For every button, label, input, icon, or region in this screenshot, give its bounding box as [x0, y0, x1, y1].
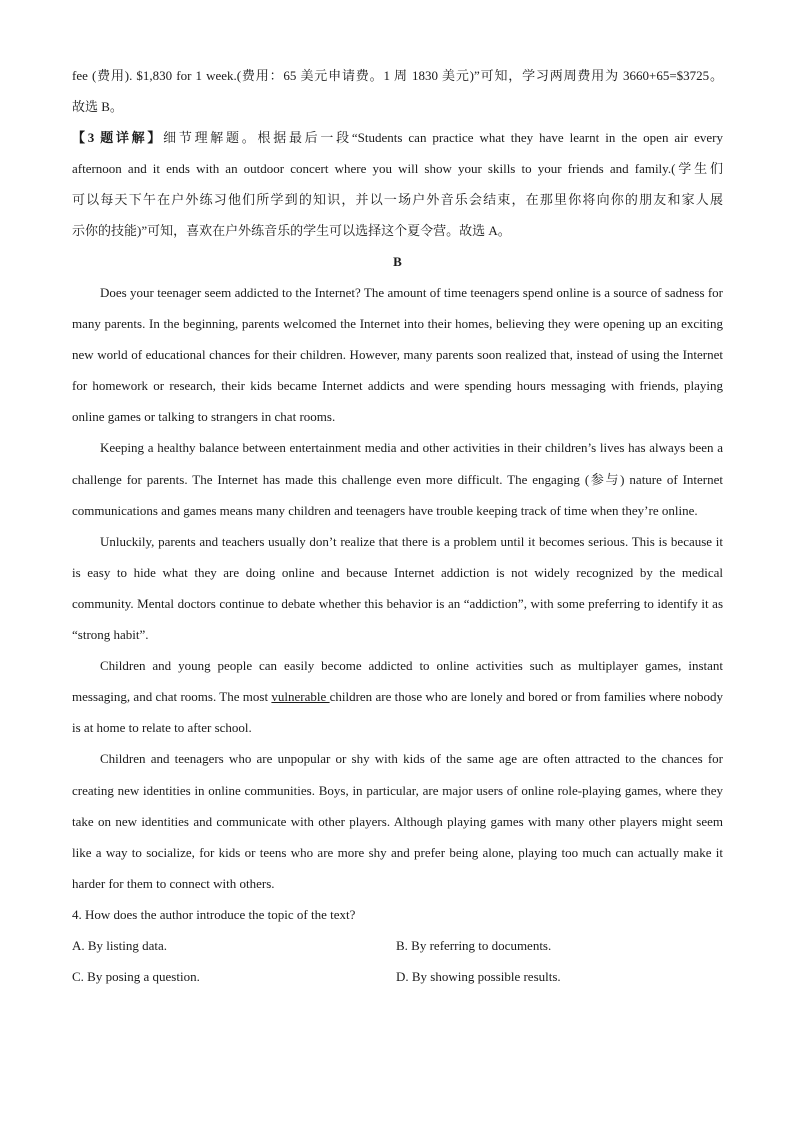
- options-row-1: [72, 930, 723, 961]
- section-title: B: [393, 254, 402, 269]
- passage-paragraph-1: Does your teenager seem addicted to the Internet? The amount of time teenagers spend online is a source of sadness for many parents. In the beginning, parents welcomed the Internet into their homes, believing they were opening up an exciting new world of educational chances for their children. However, many parents soon realized that, instead of using the Internet for homework or research, their kids became Internet addicts and were spending hours messaging with friends, playing online games or talking to strangers in chat rooms.: [72, 285, 723, 425]
- option-d: D. By showing possible results.: [396, 968, 561, 984]
- answer-line-1: fee (费用). $1,830 for 1 week.(费用：65 美元申请费。1 周 1830 美元)”可知，学习两周费用为 3660+65=$3725。: [72, 68, 723, 83]
- q3-explanation-line-3: 可以每天下午在户外练习他们所学到的知识，并以一场户外音乐会结束，在那里你将向你的朋友和家人展: [72, 192, 723, 207]
- q3-explanation-line-2: afternoon and it ends with an outdoor concert where you will show your skills to your friends and family.(学生们: [72, 161, 723, 176]
- p4-after: children are those who are lonely and bored or from families where nobody is at home to relate to after school.: [72, 689, 723, 736]
- p4-before: Children and young people can easily become addicted to online activities such as multiplayer games, instant messaging, and chat rooms. The most: [72, 658, 723, 705]
- option-c: C. By posing a question.: [72, 968, 200, 984]
- passage-paragraph-5: Children and teenagers who are unpopular or shy with kids of the same age are often attracted to the chances for creating new identities in online communities. Boys, in particular, are major users of online role-playing games, where they take on new identities and communicate with other players. Although playing games with many other players might seem like a way to socialize, for kids or teens who are more shy and prefer being alone, playing too much can actually make it harder for them to connect with others.: [72, 751, 723, 891]
- options-row-2: [72, 961, 723, 992]
- passage-paragraph-4: [72, 650, 723, 743]
- option-b: B. By referring to documents.: [396, 937, 552, 953]
- q3-text-1: 细节理解题。根据最后一段“Students can practice what they have learnt in the open air every: [163, 130, 723, 145]
- underlined-word: vulnerable: [271, 689, 330, 705]
- q3-explanation-line-1: [72, 122, 723, 153]
- passage-paragraph-3: Unluckily, parents and teachers usually don’t realize that there is a problem until it becomes serious. This is because it is easy to hide what they are doing online and because Internet addiction is not widely recognized by the medical community. Mental doctors continue to debate whether this behavior is an “addiction”, with some preferring to identify it as “strong habit”.: [72, 533, 723, 643]
- answer-line-2: 故选 B。: [72, 99, 123, 114]
- q3-explanation-line-4: 示你的技能)”可知，喜欢在户外练音乐的学生可以选择这个夏令营。故选 A。: [72, 223, 511, 238]
- question-stem: 4. How does the author introduce the topic of the text?: [72, 906, 356, 922]
- option-a: A. By listing data.: [72, 937, 167, 953]
- passage-paragraph-2: Keeping a healthy balance between entertainment media and other activities in their children’s lives has always been a challenge for parents. The Internet has made this challenge even more difficult. The engaging (参与) nature of Internet communications and games means many children and teenagers have trouble keeping track of time when they’re online.: [72, 440, 723, 518]
- q3-label: 【3 题详解】: [72, 130, 164, 145]
- document-page: [72, 60, 723, 992]
